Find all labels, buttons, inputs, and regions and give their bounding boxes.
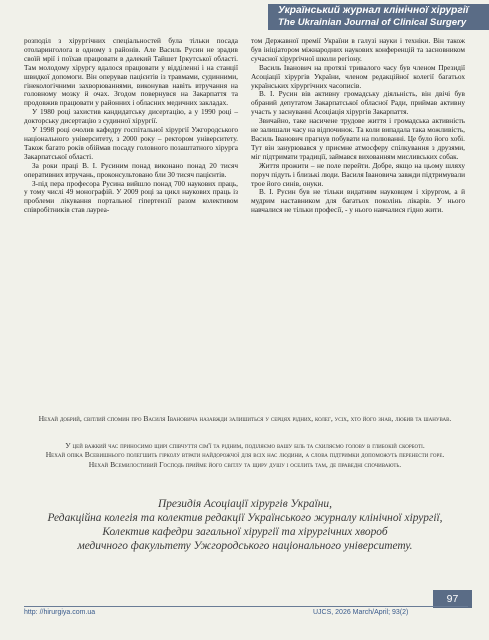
signature-block xyxy=(18,497,472,553)
journal-title-ua: Український журнал клінічної хірургії xyxy=(278,5,469,16)
paragraph: В. І. Русин вів активну громадську діяльність, він двічі був обраний депутатом Закарпатської обласної Ради, приймав активну участь у заснуванні Асоціація хірургів Закарпаття. xyxy=(251,89,465,117)
left-column xyxy=(24,37,238,215)
paragraph: У 1998 році очолив кафедру госпітальної хірургії Ужгородського національного університету, з 2000 року – ректором університету. Також багато років обіймав посаду головного позаштатного хірурга Закарпатської області. xyxy=(24,125,238,161)
paragraph: У 1980 році захистив кандидатську дисертацію, а у 1990 році – докторську дисертацію з судинної хірургії. xyxy=(24,107,238,126)
journal-header xyxy=(268,4,489,30)
footer-divider xyxy=(24,606,468,607)
signature-line: Колектив кафедри загальної хірургії та хірургічних хвороб xyxy=(102,526,388,538)
signature-line: Президія Асоціації хірургів України, xyxy=(158,498,332,510)
signature-line: Редакційна колегія та колектив редакції Українського журналу клінічної хірургії, xyxy=(47,512,443,524)
paragraph: Звичайно, таке насичене трудове життя і громадська активність не залишали часу на відпочинок. Та коли випадала така можливість, Василь Іванович прагнув побувати на полюванні. Це було його хобі. Тут він занурювався у приємне атмосферу спілкування з друзями, міг підтримати традиції, займався вихованням мисливських собак. xyxy=(251,116,465,161)
journal-url-link[interactable]: http: //hirurgiya.com.ua xyxy=(24,609,96,616)
page-number: 97 xyxy=(446,593,459,605)
right-column xyxy=(251,37,465,215)
paragraph: За роки праці В. І. Русиним понад виконано понад 20 тисяч оперативних втручань, проконсультовано бли 30 тисяч пацієнтів. xyxy=(24,160,238,179)
tribute-line: Нехай добрий, світлий спомин про Василя Івановича назавжди залишиться у серцях рідних, колег, усіх, хто його знав, любив та шанував. xyxy=(38,414,452,423)
tribute-line: Нехай Всемилостивий Господь прийме його світлу та щиру душу і оселить там, де праведні спочивають. xyxy=(88,459,402,469)
tribute-condolences xyxy=(30,441,460,469)
tribute-line: У цей важкий час приносимо щирі співчуття сім'ї та рідним, поділяємо вашу біль та схиляємо голову в глибокій скорботі. xyxy=(65,441,425,450)
journal-citation: UJCS, 2026 March/April; 93(2) xyxy=(313,609,409,616)
paragraph: Василь Іванович на протязі тривалого часу був членом Президії Асоціації хірургів України, членом редакційної колегії багатьох українських хірургічних часописів. xyxy=(251,62,465,90)
tribute-line: Нехай опіка Всевишнього полегшить гірколу втрати найдорожчої для всіх нас людини, а слова підтримки допоможуть перенести горе. xyxy=(45,450,445,460)
tribute-memory xyxy=(30,414,460,423)
paragraph: З-під пера професора Русина вийшло понад 700 наукових праць, у тому числі 49 монографій. У 2009 році за цикл наукових праць із проблеми лікування портальної гіпертензії разом колективом співробітників став лауреа- xyxy=(24,178,238,215)
paragraph: розподіл з хірургічних спеціальностей була тільки посада отоларинголога в одному з районів. Але Василь Русин не зрадив своїй мрії і поїхав працювати в далекий Тайшет Іркутської області. Там молодому хірургу вдалося працювати у відділенні і на станції швидкої допомоги. Він оперував пацієнтів із травмами, судинними, гінекологічними захворюваннями, виконував навіть втручання на головному мозку й очах. Згодом повернувся на Закарпаття та продовжив працювати у районних і обласних медичних закладах. xyxy=(24,36,238,108)
paragraph: В. І. Русин був не тільки видатним науковцем і хірургом, а й мудрим наставником для багатьох поколінь лікарів. У нього навчалися не тільки професії, - у нього навчалися гідно жити. xyxy=(251,187,465,215)
journal-title-en: The Ukrainian Journal of Clinical Surgery xyxy=(278,17,467,28)
paragraph: Життя прожити – не поле перейти. Добре, якщо на цьому шляху поруч підуть і близькі люди. Василя Івановича завжди підтримували трое його синів, онуки. xyxy=(251,160,465,188)
paragraph: том Державної премії України в галузі науки і техніки. Він також був ініціатором міжнародних наукових конференцій та засновником сучасної хірургічної школи регіону. xyxy=(251,36,465,63)
signature-line: медичного факультету Ужгородського національного університету. xyxy=(77,540,413,552)
